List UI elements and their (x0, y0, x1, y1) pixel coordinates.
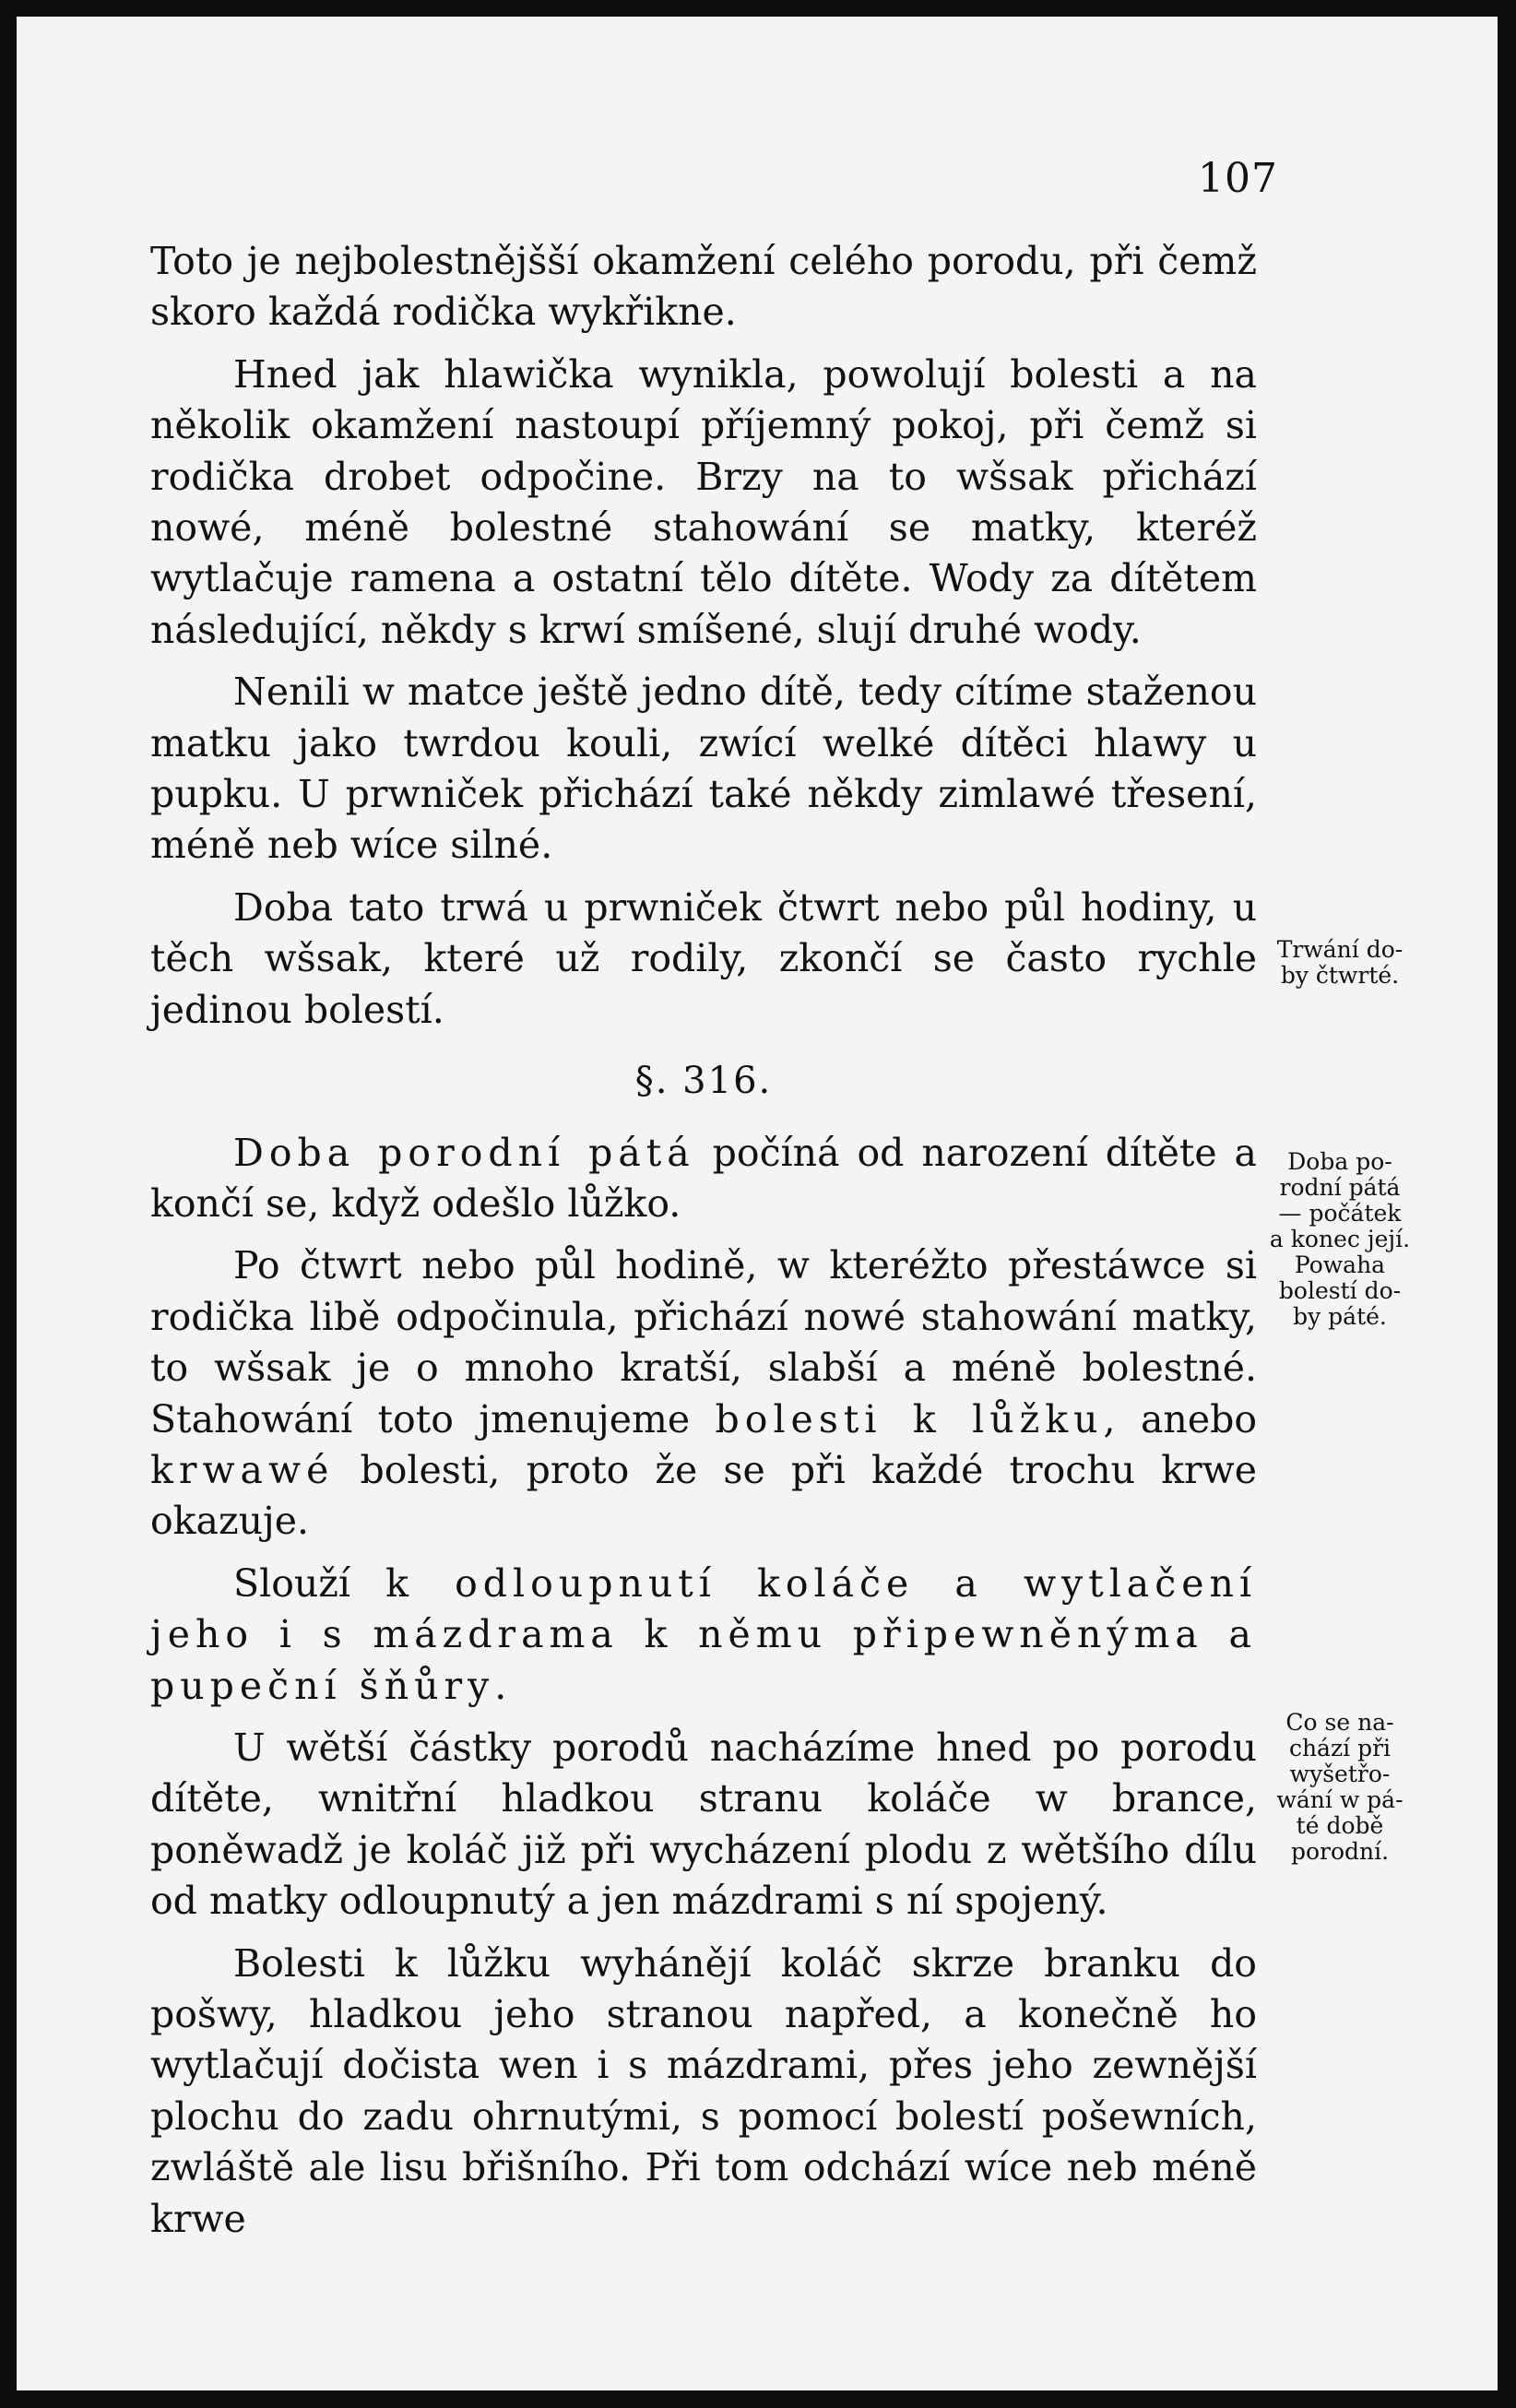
paragraph-3: Nenili w matce ještě jedno dítě, tedy cítíme staženou matku jako twrdou kouli, zwící welké dítěci hlawy u pupku. U prwniček přichází také někdy zimlawé třesení, méně neb wíce silné. (150, 670, 1257, 868)
paragraph-6-post: bolesti, proto že se při každé trochu krwe okazuje. (150, 1447, 1257, 1544)
margin-note-line: Powaha (1294, 1251, 1386, 1278)
main-text-column (150, 236, 1257, 2245)
paragraph-1: Toto je nejbolestnějšší okamžení celého porodu, při čemž skoro každá rodička wykřikne. (150, 239, 1257, 335)
margin-note-line: chází při (1288, 1735, 1392, 1762)
paragraph-7-pre: Slouží (233, 1560, 386, 1606)
margin-note-examination (1266, 1710, 1414, 1865)
paragraph-5 (150, 1128, 1257, 1230)
margin-note-line: wyšetřo- (1289, 1761, 1391, 1787)
margin-note-line: by čtwrté. (1280, 962, 1400, 989)
margin-note-line: rodní pátá (1279, 1174, 1401, 1201)
margin-note-fifth-stage (1266, 1149, 1414, 1330)
paragraph-2: Hned jak hlawička wynikla, powolují bolesti a na několik okamžení nastoupí příjemný pokoj, při čemž si rodička drobet odpočine. Brzy na to wšsak přichází nowé, méně bolestné stahowání se matky, kteréž wytlačuje ramena a ostatní tělo dítěte. Wody za dítětem následující, někdy s krwí smíšené, slují druhé wody. (150, 351, 1257, 652)
spaced-term: bolesti k lůžku (715, 1396, 1104, 1441)
paragraph-6-pre: Po čtwrt nebo půl hodině, w kteréžto přestáwce si rodička libě odpočinula, přichází nowé stahowání matky, to wšsak je o mnoho kratší, slabší a méně bolestné. Stahowání toto jmenujeme (150, 1243, 1257, 1441)
spaced-term: krwawé (150, 1447, 335, 1492)
margin-note-line: té době (1296, 1812, 1384, 1839)
margin-note-duration (1266, 937, 1414, 989)
paragraph-6-mid: , anebo (1103, 1396, 1258, 1441)
paragraph-9: Bolesti k lůžku wyhánějí koláč skrze branku do pošwy, hladkou jeho stranou napřed, a konečně ho wytlačují dočista wen i s mázdrami, přes jeho zewnější plochu do zadu ohrnutými, s pomocí bolestí pošewních, zwláště ale lisu břišního. Při tom odchází wíce neb méně krwe (150, 1940, 1257, 2241)
book-page (17, 17, 1498, 2390)
paragraph-5-rest: počíná od narození dítěte a končí se, když odešlo lůžko. (150, 1130, 1257, 1226)
margin-note-line: porodní. (1290, 1838, 1390, 1865)
margin-note-line: a konec její. (1269, 1226, 1411, 1252)
spaced-term: Doba porodní pátá (233, 1130, 695, 1175)
margin-note-line: Co se na- (1285, 1709, 1394, 1736)
paragraph-4: Doba tato trwá u prwniček čtwrt nebo půl hodiny, u těch wšsak, které už rodily, zkončí se často rychle jedinou bolestí. (150, 884, 1257, 1032)
margin-note-line: — počátek (1278, 1200, 1402, 1227)
paragraph-7-post: . (494, 1663, 507, 1708)
page-number: 107 (1198, 155, 1278, 202)
paragraph-8: U wětší částky porodů nacházíme hned po porodu dítěte, wnitřní hladkou stranu koláče w brance, poněwadž je koláč již při wycházení plodu z wětšího dílu od matky odloupnutý a jen mázdrami s ní spojený. (150, 1725, 1257, 1924)
paragraph-6 (150, 1240, 1257, 1547)
margin-note-line: by páté. (1293, 1303, 1387, 1330)
margin-note-line: wání w pá- (1276, 1786, 1403, 1813)
paragraph-7 (150, 1559, 1257, 1712)
margin-note-line: Trwání do- (1276, 936, 1403, 963)
margin-note-line: Doba po- (1287, 1148, 1392, 1175)
spaced-term: k odloupnutí koláče a wytlačení jeho i s mázdrama k němu připewněnýma a pupeční šňůry (150, 1560, 1257, 1708)
margin-note-line: bolestí do- (1278, 1277, 1402, 1304)
section-heading: §. 316. (634, 1060, 773, 1103)
